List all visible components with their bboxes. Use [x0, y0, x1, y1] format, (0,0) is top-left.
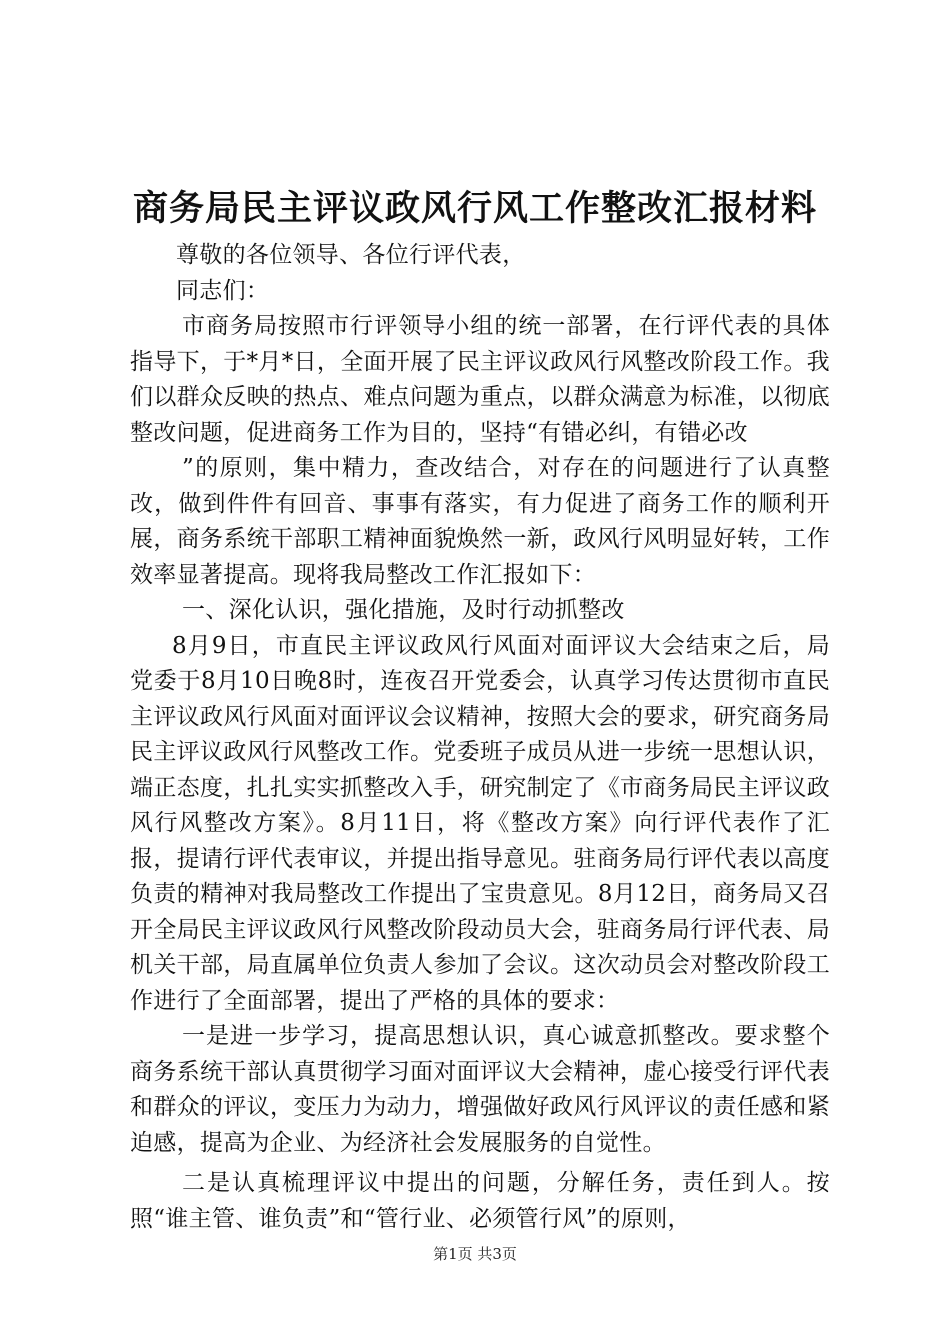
- body-paragraph: ”的原则，集中精力，查改结合，对存在的问题进行了认真整改，做到件件有回音、事事有落实，有力促进了商务工作的顺利开展，商务系统干部职工精神面貌焕然一新，政风行风明显好转，工作效率显著提高。现将我局整改工作汇报如下：: [130, 455, 830, 588]
- salutation-line: 尊敬的各位领导、各位行评代表，: [176, 242, 526, 268]
- body-paragraph: 市商务局按照市行评领导小组的统一部署，在行评代表的具体指导下，于*月*日，全面开展了民主评议政风行风整改阶段工作。我们以群众反映的热点、难点问题为重点，以群众满意为标准，以彻底整改问题，促进商务工作为目的，坚持“有错必纠，有错必改: [130, 313, 830, 446]
- body-paragraph: 一是进一步学习，提高思想认识，真心诚意抓整改。要求整个商务系统干部认真贯彻学习面对面评议大会精神，虚心接受行评代表和群众的评议，变压力为动力，增强做好政风行风评议的责任感和紧迫感，提高为企业、为经济社会发展服务的自觉性。: [130, 1023, 830, 1156]
- salutation-line: 同志们：: [176, 277, 270, 304]
- document-title: 商务局民主评议政风行风工作整改汇报材料: [132, 188, 817, 229]
- page-footer: 第1页 共3页: [433, 1245, 517, 1263]
- document-body: [130, 238, 830, 1237]
- section-heading: 一、深化认识，强化措施，及时行动抓整改: [182, 597, 625, 623]
- body-paragraph: 8月9日，市直民主评议政风行风面对面评议大会结束之后，局党委于8月10日晚8时，连夜召开党委会，认真学习传达贯彻市直民主评议政风行风面对面评议会议精神，按照大会的要求，研究商务局民主评议政风行风整改工作。党委班子成员从进一步统一思想认识，端正态度，扎扎实实抓整改入手，研究制定了《市商务局民主评议政风行风整改方案》。8月11日，将《整改方案》向行评代表作了汇报，提请行评代表审议，并提出指导意见。驻商务局行评代表以高度负责的精神对我局整改工作提出了宝贵意见。8月12日，商务局又召开全局民主评议政风行风整改阶段动员大会，驻商务局行评代表、局机关干部，局直属单位负责人参加了会议。这次动员会对整改阶段工作进行了全面部署，提出了严格的具体的要求：: [130, 632, 830, 1014]
- body-paragraph: 二是认真梳理评议中提出的问题，分解任务，责任到人。按照“谁主管、谁负责”和“管行业、必须管行风”的原则，: [130, 1170, 830, 1232]
